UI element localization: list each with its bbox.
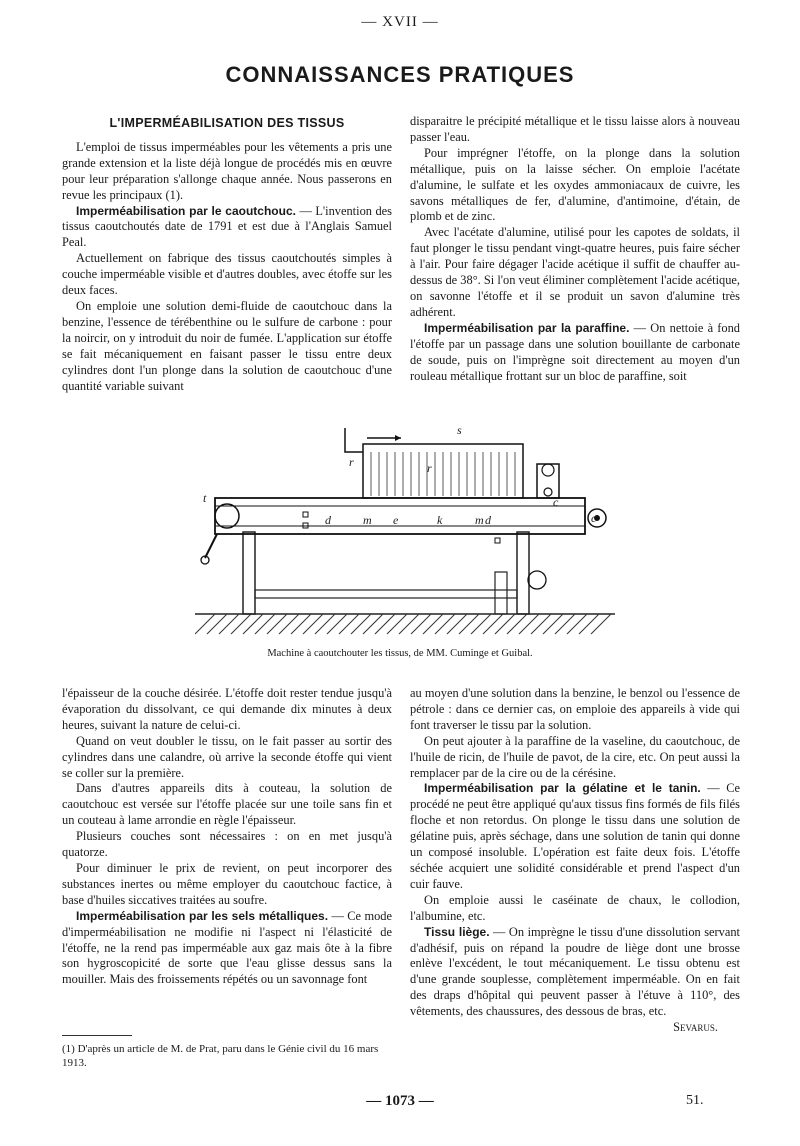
machine-frame: [215, 498, 585, 534]
figure-label-r: r: [349, 455, 354, 469]
folio-number: 51.: [686, 1093, 704, 1108]
feed-pipe: [345, 428, 363, 452]
figure-label-m: m: [475, 513, 484, 527]
paragraph: [62, 251, 392, 299]
page-number: — 1073 —: [366, 1093, 434, 1109]
figure-label-d: d: [325, 513, 331, 527]
paragraph: [62, 861, 392, 909]
paragraph-text: Actuellement on fabrique des tissus caoutchoutés simples à couche imperméable visible et d'autres doubles, avec étoffe sur les deux faces.: [62, 251, 392, 298]
paragraph: [410, 686, 740, 734]
left-leg: [243, 532, 255, 614]
paragraph-text: disparaitre le précipité métallique et le tissu laisse alors à nouveau passer l'eau.: [410, 114, 740, 144]
gear-box: [537, 464, 559, 498]
figure-label-d: d: [485, 513, 491, 527]
paragraph: [62, 140, 392, 204]
author-signature: Sevarus.: [673, 1020, 718, 1035]
paragraph-text: l'épaisseur de la couche désirée. L'étoffe doit rester tendue jusqu'à évaporation du dissolvant, ce qui demande dix minutes à deux heures, suivant la nature de celui-ci.: [62, 686, 392, 732]
paragraph-text: Dans d'autres appareils dits à couteau, la solution de caoutchouc est versée sur l'étoffe placée sur une toile sans fin et un couteau à lame arrondie en règle l'épaisseur.: [62, 781, 392, 828]
paragraph: [410, 893, 740, 925]
paragraph: [62, 909, 392, 989]
paragraph-text: Quand on veut doubler le tissu, on le fait passer au sortir des cylindres dans une calandre, où arrive la seconde étoffe qui vient se coller sur la première.: [62, 733, 392, 780]
section-heading: Imperméabilisation par la gélatine et le tanin.: [424, 781, 701, 796]
flow-arrow-head: [395, 435, 401, 441]
chamber-slats: [371, 452, 515, 496]
page-roman-number: — XVII —: [361, 14, 439, 30]
paragraph: [410, 925, 740, 1020]
paragraph: [62, 829, 392, 861]
section-heading: Imperméabilisation par les sels métalliques.: [76, 908, 329, 923]
paragraph: [410, 734, 740, 782]
footnote-rule: [62, 1035, 132, 1036]
crossbar: [255, 590, 517, 598]
figure-label-c: c: [591, 511, 597, 525]
paragraph: [410, 225, 740, 320]
footnote: (1) D'après un article de M. de Prat, paru dans le Génie civil du 16 mars 1913.: [62, 1043, 379, 1069]
section-heading: Tissu liège.: [424, 924, 490, 939]
paragraph-text: L'emploi de tissus imperméables pour les vêtements a pris une grande extension et la liste déjà longue de procédés mis en œuvre pour leur préparation s'allonge chaque année. Nous passerons en revue les principaux (1).: [62, 139, 392, 202]
paragraph-text: Avec l'acétate d'alumine, utilisé pour les capotes de soldats, il faut plonger le tissu pendant vingt-quatre heures, puis faire sécher à l'air. Pour faire dégager l'acide acétique il suffit de chauffer au-dessus de 38°. Si l'on veut éliminer complètement l'acide acétique, on savonne l'étoffe et il se produit un savon d'alumine très adhérent.: [410, 225, 740, 319]
figure-label-c: c: [553, 495, 559, 509]
figure-caption: Machine à caoutchouter les tissus, de MM. Cuminge et Guibal.: [267, 648, 533, 659]
paragraph-text: Plusieurs couches sont nécessaires : on en met jusqu'à quatorze.: [62, 829, 392, 860]
paragraph-text: On emploie aussi le caséinate de chaux, le collodion, l'albumine, etc.: [410, 892, 740, 923]
figure-label-e: e: [393, 513, 399, 527]
article-title: L'IMPERMÉABILISATION DES TISSUS: [109, 116, 345, 130]
right-leg: [517, 532, 529, 614]
paragraph-text: — Ce mode d'imperméabilisation ne modifie ni l'aspect ni l'élasticité de l'étoffe, ne la rend pas imperméable aux gaz mais ôte à la fibre son hygroscopicité de sorte que l'eau glisse dessus sans la mouiller. Mais des froissements répétés ou un savonnage font: [62, 908, 392, 987]
paragraph: [410, 781, 740, 892]
gear-small: [544, 488, 552, 496]
paragraph-text: On emploie une solution demi-fluide de caoutchouc dans la benzine, l'essence de térébenthine ou le sulfure de carbone : pour la noircir, on y introduit du noir de fumée. L'application sur étoffe se fait mécaniquement en faisant passer le tissu entre deux cylindres dont l'un plonge dans la solution de caoutchouc d'une quantité variable suivant: [62, 298, 392, 393]
paragraph-text: au moyen d'une solution dans la benzine, le benzol ou l'essence de pétrole : dans ce dernier cas, on emploie des appareils à vide qui font traverser le tissu par la solution.: [410, 686, 740, 732]
section-heading: Imperméabilisation par le caoutchouc.: [76, 203, 296, 218]
figure-label-s: s: [457, 423, 462, 437]
paragraph-text: Pour imprégner l'étoffe, on la plonge dans la solution métallique, puis on la laisse sécher. On emploie l'acétate d'alumine, le sulfate et les oxydes ammoniacaux de cuivre, les savons métalliques de fer, d'alumine, d'antimoine, d'étain, de plomb et de zinc.: [410, 145, 740, 224]
paragraph-text: — Ce procédé ne peut être appliqué qu'aux tissus fins formés de fils filés floche et non retordus. On plonge le tissu dans une solution de gélatine puis, après séchage, dans une solution de tanin qui donne un composé insoluble. L'opération est faite deux fois. L'étoffe séchée acquiert une solidité considérable et prend l'aspect d'un cuir fauve.: [410, 781, 740, 891]
paragraph-text: Pour diminuer le prix de revient, on peut incorporer des substances inertes ou même employer du caoutchouc factice, à base d'huiles siccatives traitées au soufre.: [62, 860, 392, 907]
paragraph: [410, 321, 740, 385]
figure-label-m: m: [363, 513, 372, 527]
paragraph: [410, 146, 740, 226]
paragraph: [410, 114, 740, 146]
paragraph: [62, 686, 392, 734]
paragraph: [62, 204, 392, 252]
section-title: CONNAISSANCES PRATIQUES: [225, 62, 575, 87]
figure-label-t: t: [203, 491, 207, 505]
tank-leg: [495, 572, 507, 614]
column-right-bottom: [410, 686, 740, 1036]
figure-label-r: r: [427, 461, 432, 475]
paragraph-text: — On imprègne le tissu d'une dissolution servant d'adhésif, puis on répand la poudre de liège dont une brosse enlève l'excédent, le tout mécaniquement. Le tissu obtenu est d'une grande souplesse, complètement imperméable. On en fait des draps d'hôpital qui peuvent passer à l'étuve à 110°, des vêtements, des chaussures, des dessous de bras, etc.: [410, 924, 741, 1019]
paragraph: [62, 781, 392, 829]
frame-bolt: [495, 538, 500, 543]
frame-bolt: [303, 512, 308, 517]
paragraph: [62, 734, 392, 782]
machine-illustration: [195, 422, 625, 642]
column-left-bottom: [62, 686, 392, 988]
paragraph: [62, 299, 392, 394]
left-roller: [215, 504, 239, 528]
section-heading: Imperméabilisation par la paraffine.: [424, 320, 630, 335]
gear: [542, 464, 554, 476]
paragraph-text: On peut ajouter à la paraffine de la vaseline, du caoutchouc, de l'huile de ricin, de l'huile de pavot, de la cire, etc. On peut aussi la remplacer par de la cire ou de la cérésine.: [410, 733, 740, 780]
paragraph-text: — L'invention des tissus caoutchoutés date de 1791 et est due à l'Anglais Samuel Peal.: [62, 203, 392, 250]
paragraph-text: — On nettoie à fond l'étoffe par un passage dans une solution bouillante de carbonate de soude, puis on l'imprègne soit directement au moyen d'un rouleau métallique frottant sur un bloc de paraffine, soit: [410, 320, 741, 383]
crank-arm: [205, 534, 217, 558]
figure-label-k: k: [437, 513, 443, 527]
ground-hatching: [195, 614, 611, 634]
lower-wheel: [528, 571, 546, 589]
column-right-top: [410, 114, 740, 384]
column-left-top: [62, 114, 392, 394]
